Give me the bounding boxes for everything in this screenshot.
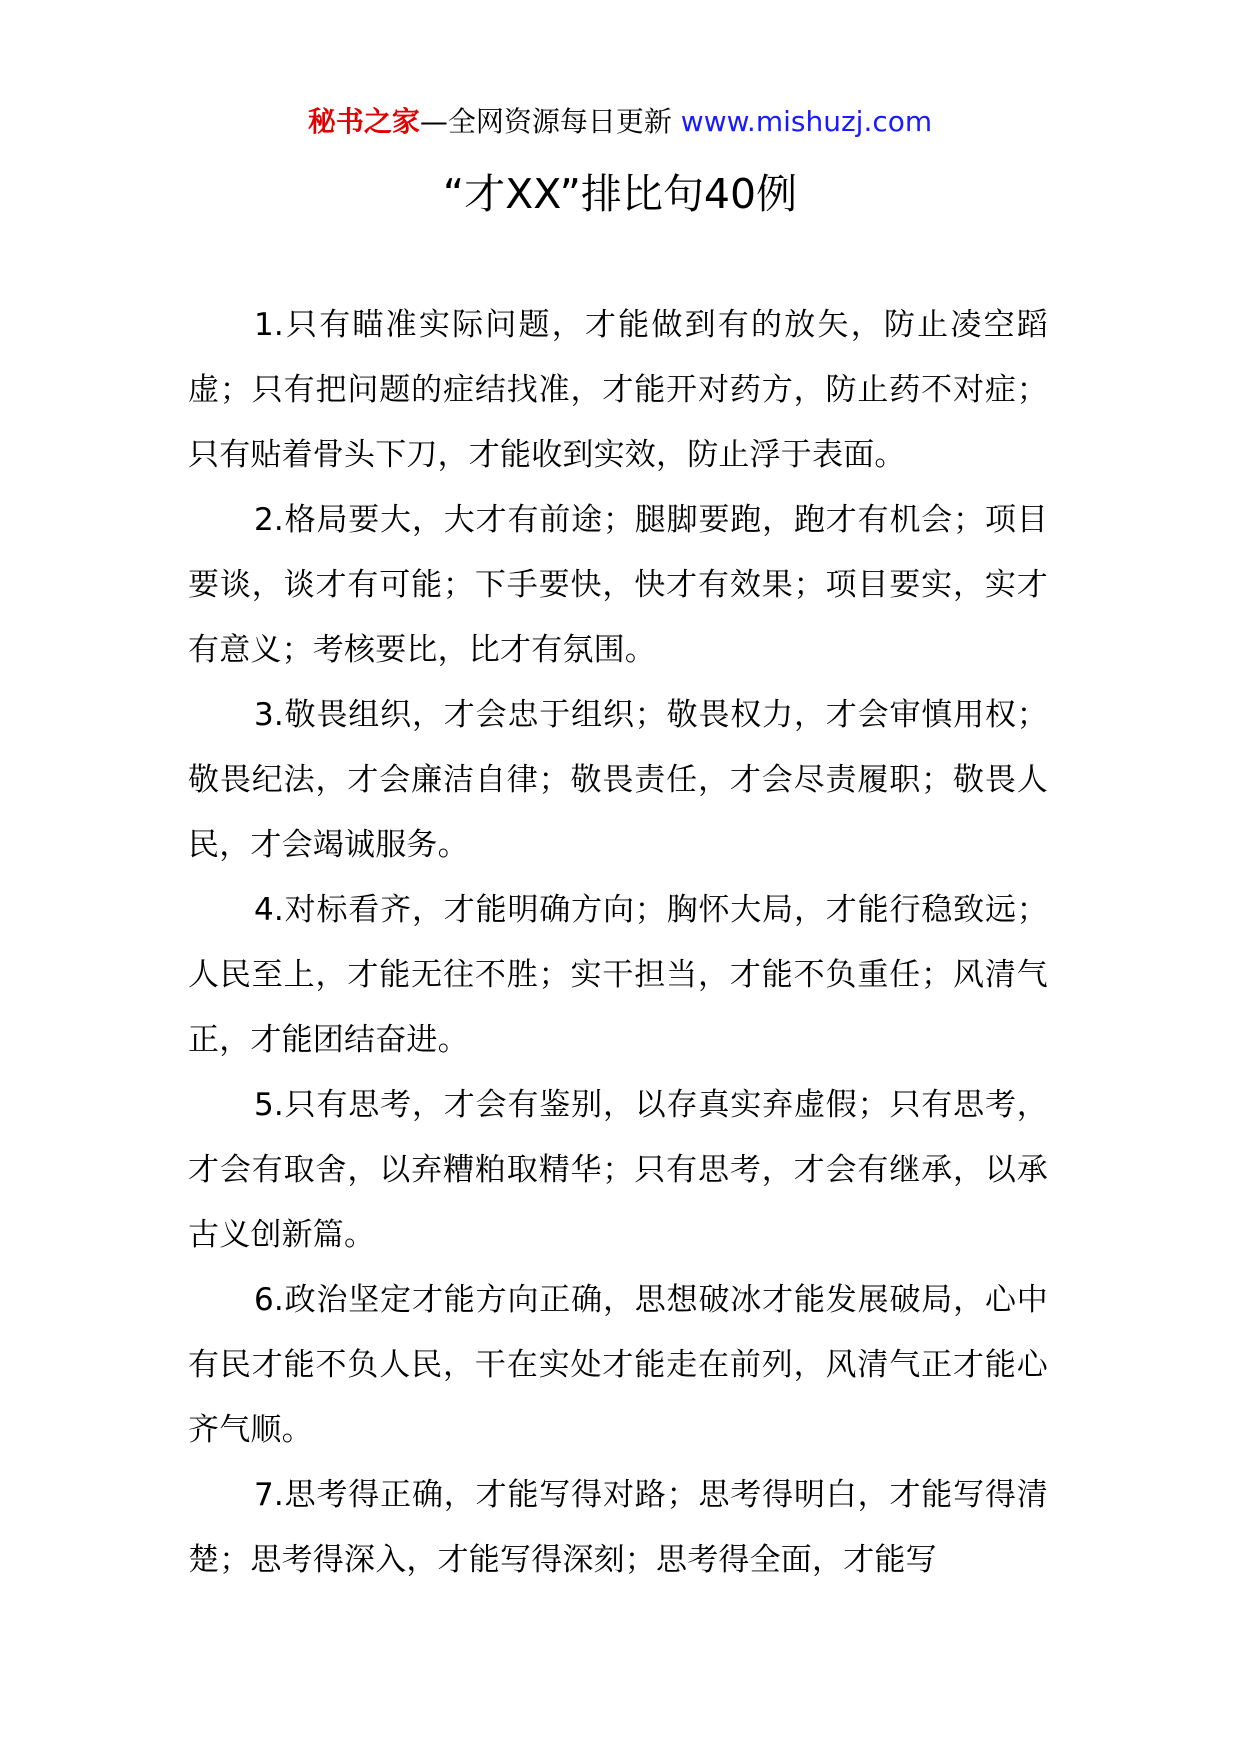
paragraph-3: 3.敬畏组织，才会忠于组织；敬畏权力，才会审慎用权；敬畏纪法，才会廉洁自律；敬畏责任，才会尽责履职；敬畏人民，才会竭诚服务。	[188, 697, 1048, 863]
document-title: “才XX”排比句40例	[442, 170, 798, 218]
paragraph-6: 6.政治坚定才能方向正确，思想破冰才能发展破局，心中有民才能不负人民，干在实处才能走在前列，风清气正才能心齐气顺。	[188, 1282, 1048, 1448]
paragraph-4: 4.对标看齐，才能明确方向；胸怀大局，才能行稳致远；人民至上，才能无往不胜；实干担当，才能不负重任；风清气正，才能团结奋进。	[188, 892, 1048, 1058]
paragraph-2: 2.格局要大，大才有前途；腿脚要跑，跑才有机会；项目要谈，谈才有可能；下手要快，快才有效果；项目要实，实才有意义；考核要比，比才有氛围。	[188, 502, 1048, 668]
site-url-link[interactable]: www.mishuzj.com	[680, 105, 933, 138]
paragraph-5: 5.只有思考，才会有鉴别，以存真实弃虚假；只有思考，才会有取舍，以弃糟粕取精华；只有思考，才会有继承，以承古义创新篇。	[188, 1087, 1048, 1253]
document-body	[188, 293, 1048, 1593]
site-brand: 秘书之家	[307, 105, 420, 138]
site-tagline: —全网资源每日更新	[419, 105, 672, 138]
paragraph-1: 1.只有瞄准实际问题，才能做到有的放矢，防止凌空蹈虚；只有把问题的症结找准，才能开对药方，防止药不对症；只有贴着骨头下刀，才能收到实效，防止浮于表面。	[188, 307, 1048, 473]
paragraph-7: 7.思考得正确，才能写得对路；思考得明白，才能写得清楚；思考得深入，才能写得深刻；思考得全面，才能写	[188, 1477, 1048, 1578]
site-header	[0, 100, 1240, 144]
